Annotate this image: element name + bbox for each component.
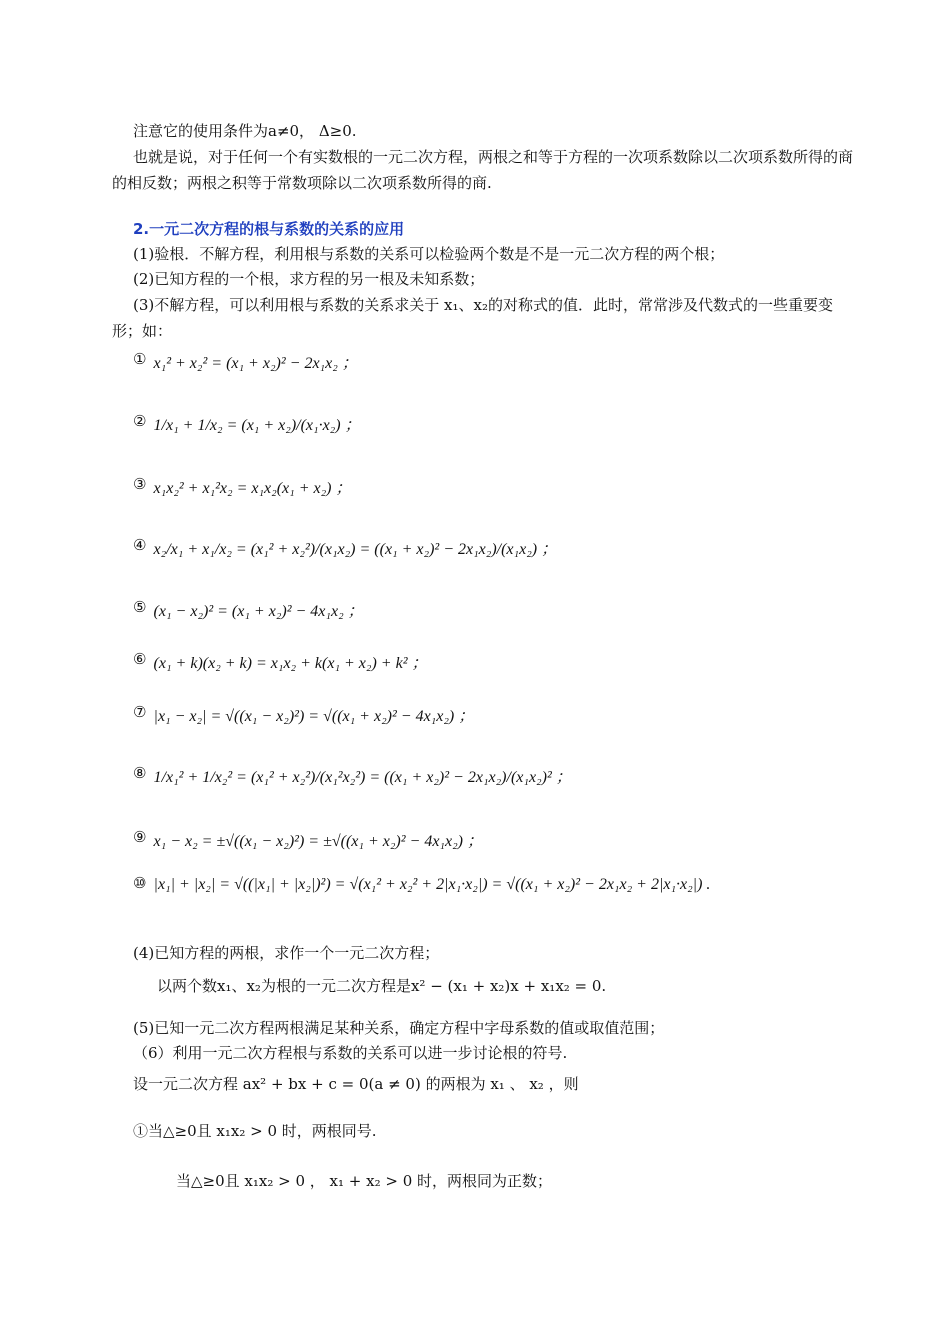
formula-5: [133, 598, 364, 621]
formula-expression: x₁² + x₂² = (x₁ + x₂)² − 2x₁x₂ ；: [153, 355, 358, 372]
formula-9: [133, 828, 483, 851]
root-setup-line: 设一元二次方程 ax² + bx + c = 0(a ≠ 0) 的两根为 x₁ 、 x₂ ，则: [133, 1075, 579, 1093]
formula-expression: 1/x₁ + 1/x₂ = (x₁ + x₂)/(x₁·x₂) ；: [153, 417, 361, 434]
formula-3: [133, 475, 352, 498]
formula-number: ⑧: [133, 764, 147, 782]
formula-number: ①: [133, 350, 147, 368]
formula-expression: |x₁| + |x₂| = √((|x₁| + |x₂|)²) = √(x₁² + x₂² + 2|x₁·x₂|) = √((x₁ + x₂)² − 2x₁x₂ + 2|x₁·x₂|) .: [153, 876, 711, 893]
formula-8: [133, 764, 572, 787]
formula-2: [133, 412, 361, 435]
item-4-equation: 以两个数x₁、x₂为根的一元二次方程是x² − (x₁ + x₂)x + x₁x₂ = 0.: [157, 977, 607, 995]
item-5: (5)已知一元二次方程两根满足某种关系，确定方程中字母系数的值或取值范围；: [133, 1019, 665, 1037]
formula-expression: (x₁ − x₂)² = (x₁ + x₂)² − 4x₁x₂ ；: [153, 603, 364, 620]
section-heading: 2.一元二次方程的根与系数的关系的应用: [133, 220, 405, 238]
formula-expression: x₁x₂² + x₁²x₂ = x₁x₂(x₁ + x₂) ；: [153, 480, 352, 497]
same-sign-condition: ①当△≥0且 x₁x₂ > 0 时，两根同号.: [133, 1122, 377, 1140]
formula-number: ②: [133, 412, 147, 430]
formula-number: ⑤: [133, 598, 147, 616]
item-2: (2)已知方程的一个根，求方程的另一根及未知系数；: [133, 270, 485, 288]
formula-10: [133, 874, 710, 894]
formula-6: [133, 650, 428, 673]
formula-number: ④: [133, 536, 147, 554]
formula-number: ③: [133, 475, 147, 493]
formula-expression: 1/x₁² + 1/x₂² = (x₁² + x₂²)/(x₁²x₂²) = ((x₁ + x₂)² − 2x₁x₂)/(x₁x₂)² ；: [153, 769, 572, 786]
formula-number: ⑨: [133, 828, 147, 846]
formula-expression: |x₁ − x₂| = √((x₁ − x₂)²) = √((x₁ + x₂)² − 4x₁x₂) ；: [153, 708, 475, 725]
formula-number: ⑦: [133, 703, 147, 721]
formula-number: ⑩: [133, 874, 147, 892]
formula-expression: x₂/x₁ + x₁/x₂ = (x₁² + x₂²)/(x₁x₂) = ((x₁ + x₂)² − 2x₁x₂)/(x₁x₂) ；: [153, 541, 558, 558]
condition-line: 注意它的使用条件为a≠0， Δ≥0.: [133, 122, 357, 140]
item-4: (4)已知方程的两根，求作一个一元二次方程；: [133, 944, 440, 962]
positive-roots-condition: 当△≥0且 x₁x₂ > 0 ， x₁ + x₂ > 0 时，两根同为正数；: [176, 1172, 553, 1190]
formula-expression: (x₁ + k)(x₂ + k) = x₁x₂ + k(x₁ + x₂) + k² ；: [153, 655, 428, 672]
explanation-paragraph: 也就是说，对于任何一个有实数根的一元二次方程，两根之和等于方程的一次项系数除以二次项系数所得的商的相反数；两根之积等于常数项除以二次项系数所得的商.: [112, 148, 854, 192]
formula-expression: x₁ − x₂ = ±√((x₁ − x₂)²) = ±√((x₁ + x₂)² − 4x₁x₂) ；: [153, 833, 483, 850]
item-3: (3)不解方程，可以利用根与系数的关系求关于 x₁、x₂的对称式的值．此时，常常涉及代数式的一些重要变形；如：: [112, 296, 833, 340]
formula-7: [133, 703, 474, 726]
item-1: (1)验根．不解方程，利用根与系数的关系可以检验两个数是不是一元二次方程的两个根；: [133, 245, 725, 263]
item-6: （6）利用一元二次方程根与系数的关系可以进一步讨论根的符号.: [133, 1044, 568, 1062]
formula-1: [133, 350, 358, 373]
formula-number: ⑥: [133, 650, 147, 668]
formula-4: [133, 536, 557, 559]
